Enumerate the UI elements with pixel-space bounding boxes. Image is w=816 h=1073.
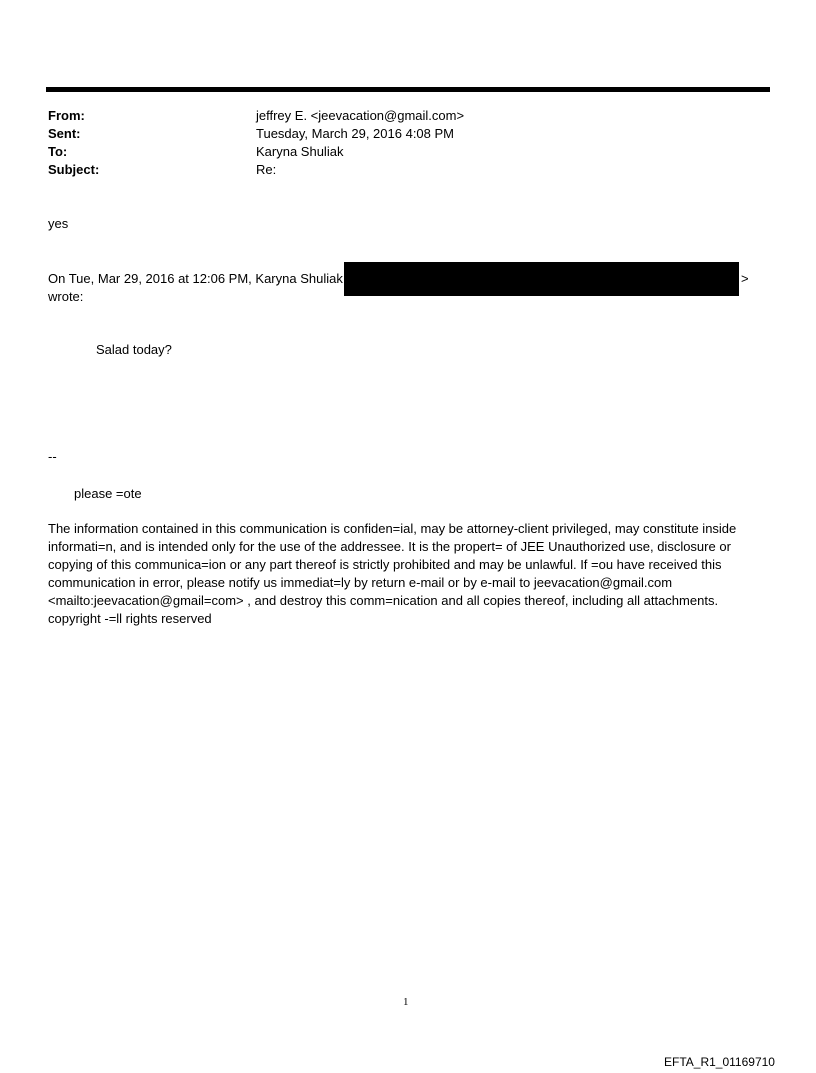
signature-note: please =ote <box>74 486 142 501</box>
redaction-box <box>344 262 739 296</box>
to-label: To: <box>48 144 68 159</box>
subject-value: Re: <box>256 162 277 177</box>
from-value: jeffrey E. <jeevacation@gmail.com> <box>256 108 465 123</box>
from-label: From: <box>48 108 85 123</box>
reply-text: yes <box>48 216 69 231</box>
header-divider <box>46 87 770 92</box>
bates-number: EFTA_R1_01169710 <box>664 1055 775 1069</box>
quote-header-line2: wrote: <box>48 289 84 304</box>
quoted-message: Salad today? <box>96 342 172 357</box>
confidentiality-disclaimer: The information contained in this communication is confiden=ial, may be attorney-client privileged, may constitute inside informati=n, and is intended only for the use of the addressee. It is the propert= of JEE Unauthorized use, disclosure or copying of this communica=ion or any part thereof is strictly prohibited and may be unlawful. If =ou have received this communication in error, please notify us immediat=ly by return e-mail or by e-mail to jeevacation@gmail.com <mailto:jeevacation@gmail=com> , and destroy this comm=nication and all copies thereof, including all attachments. copyright -=ll rights reserved <box>48 521 737 626</box>
quote-header-line1: On Tue, Mar 29, 2016 at 12:06 PM, Karyna Shuliak <box>48 271 343 286</box>
sent-label: Sent: <box>48 126 81 141</box>
sent-value: Tuesday, March 29, 2016 4:08 PM <box>256 126 454 141</box>
subject-label: Subject: <box>48 162 100 177</box>
quote-header-close-bracket: > <box>741 271 749 286</box>
signature-separator: -- <box>48 449 57 464</box>
page-number: 1 <box>403 996 409 1008</box>
to-value: Karyna Shuliak <box>256 144 344 159</box>
